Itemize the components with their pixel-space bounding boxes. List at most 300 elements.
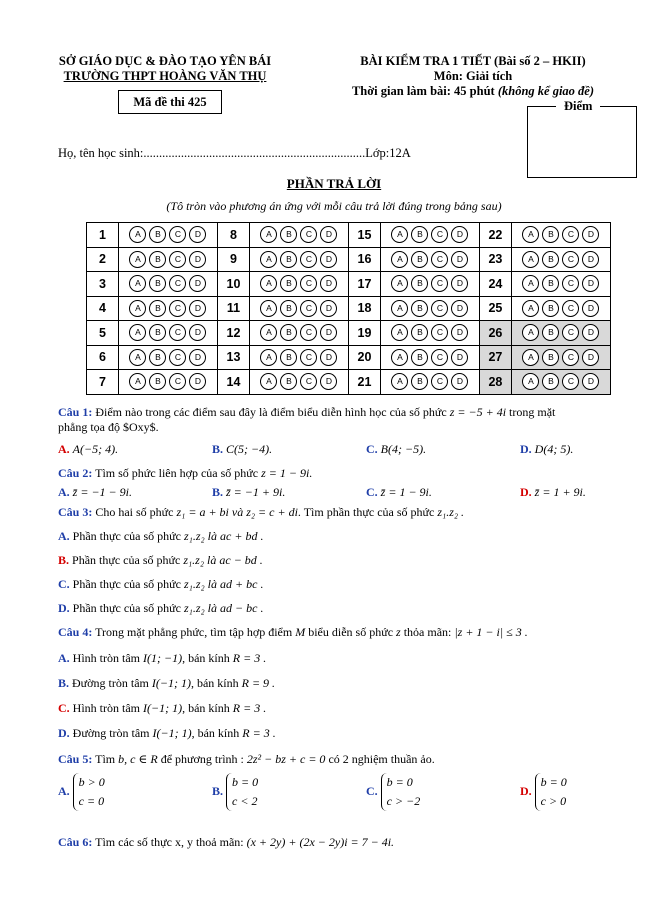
answer-bubble-b[interactable]: B [149, 275, 166, 292]
answer-options-cell [380, 272, 479, 297]
option-formula-2: R = 9 . [241, 676, 276, 690]
question-formula: M [295, 625, 306, 639]
answer-options-cell [511, 321, 610, 346]
answer-bubble-b[interactable]: B [280, 349, 297, 366]
answer-bubble-a[interactable]: A [522, 324, 539, 341]
answer-bubble-a[interactable]: A [260, 324, 277, 341]
question-number-cell: 18 [348, 296, 380, 321]
answer-bubble-d[interactable]: D [451, 251, 468, 268]
answer-bubble-a[interactable]: A [129, 251, 146, 268]
q2-option-d[interactable] [520, 485, 586, 500]
answer-bubble-a[interactable]: A [522, 275, 539, 292]
question-5 [58, 752, 435, 767]
department-name: SỞ GIÁO DỤC & ĐÀO TẠO YÊN BÁI [58, 54, 272, 68]
answer-bubble-c[interactable]: C [300, 300, 317, 317]
answer-bubble-c[interactable]: C [562, 324, 579, 341]
q3-option-c[interactable] [58, 577, 263, 592]
answer-bubble-c[interactable]: C [562, 275, 579, 292]
answer-bubble-d[interactable]: D [582, 226, 599, 243]
answer-bubble-d[interactable]: D [320, 349, 337, 366]
question-formula: z₁ = a + bi và z₂ = c + di [176, 505, 298, 519]
time-note: (không kể giao đề) [497, 84, 595, 98]
answer-options-cell [380, 247, 479, 272]
answer-options-cell [511, 272, 610, 297]
answer-bubble-b[interactable]: B [280, 251, 297, 268]
answer-bubble-a[interactable]: A [391, 300, 408, 317]
option-key: C. [366, 442, 378, 456]
question-number-cell: 7 [87, 370, 119, 395]
question-formula-2: z₁.z₂ . [437, 505, 465, 519]
answer-bubble-a[interactable]: A [260, 300, 277, 317]
answer-bubble-a[interactable]: A [260, 226, 277, 243]
answer-bubble-d[interactable]: D [320, 324, 337, 341]
option-text: Hình tròn tâm [72, 651, 140, 665]
option-key: A. [58, 485, 70, 499]
option-key: C. [58, 701, 70, 715]
option-text: D(4; 5). [534, 442, 574, 456]
question-formula: z = 1 − 9i. [261, 466, 313, 480]
q4-option-c[interactable] [58, 701, 266, 716]
system-line-1: b > 0 [78, 775, 105, 789]
option-tail: , bán kính [182, 651, 230, 665]
option-formula: I(−1; 1) [143, 701, 183, 715]
answer-bubble-c[interactable]: C [431, 373, 448, 390]
answer-bubble-d[interactable]: D [189, 251, 206, 268]
option-key: D. [520, 783, 532, 798]
answer-grid-row [87, 345, 611, 370]
option-text: z̄ = −1 − 9i. [72, 485, 132, 499]
answer-bubble-a[interactable]: A [129, 226, 146, 243]
option-key: B. [212, 783, 224, 798]
score-label: Điểm [556, 99, 600, 114]
option-text: Đường tròn tâm [72, 676, 149, 690]
answer-grid-row [87, 321, 611, 346]
question-number-cell: 27 [479, 345, 511, 370]
option-key: D. [520, 442, 532, 456]
answer-grid-row [87, 370, 611, 395]
q1-option-a[interactable] [58, 442, 118, 457]
system-line-1: b = 0 [386, 775, 413, 789]
question-text-2: biểu diễn số phức [308, 625, 394, 639]
exam-title: BÀI KIỂM TRA 1 TIẾT (Bài số 2 – HKII) [360, 54, 586, 68]
option-text: A(−5; 4). [72, 442, 119, 456]
answer-bubble-a[interactable]: A [391, 251, 408, 268]
q4-option-b[interactable] [58, 676, 275, 691]
answer-bubble-a[interactable]: A [391, 226, 408, 243]
answer-options-cell [380, 370, 479, 395]
answer-bubble-a[interactable]: A [129, 349, 146, 366]
q3-option-d[interactable] [58, 601, 263, 616]
answer-bubble-b[interactable]: B [411, 300, 428, 317]
answer-bubble-c[interactable]: C [562, 226, 579, 243]
answer-bubble-a[interactable]: A [522, 251, 539, 268]
answer-options-cell [511, 345, 610, 370]
option-text: z̄ = −1 + 9i. [226, 485, 286, 499]
option-text: B(4; −5). [380, 442, 427, 456]
question-number-cell: 17 [348, 272, 380, 297]
option-formula: z₁.z₂ là ad + bc . [184, 577, 264, 591]
answer-bubble-c[interactable]: C [300, 275, 317, 292]
answer-bubble-a[interactable]: A [260, 251, 277, 268]
question-formula: (x + 2y) + (2x − 2y)i = 7 − 4i. [246, 835, 395, 849]
answer-bubble-c[interactable]: C [431, 300, 448, 317]
option-text: Phần thực của số phức [72, 577, 181, 591]
exam-time [318, 84, 628, 99]
answer-bubble-c[interactable]: C [431, 226, 448, 243]
option-key: B. [58, 676, 70, 690]
option-key: C. [366, 783, 378, 798]
answer-bubble-c[interactable]: C [562, 373, 579, 390]
option-formula: z₁.z₂ là ad − bc . [184, 601, 264, 615]
answer-bubble-b[interactable]: B [149, 373, 166, 390]
question-label: Câu 3: [58, 505, 93, 519]
option-text: Phần thực của số phức [72, 553, 181, 567]
answer-bubble-d[interactable]: D [189, 300, 206, 317]
answer-bubble-c[interactable]: C [169, 373, 186, 390]
answer-bubble-a[interactable]: A [260, 349, 277, 366]
system-line-2: c > −2 [386, 794, 421, 808]
answer-bubble-c[interactable]: C [169, 251, 186, 268]
question-text: Điểm nào trong các điểm sau đây là điểm biểu diễn hình học của số phức [95, 405, 447, 419]
answer-bubble-a[interactable]: A [391, 275, 408, 292]
exam-subject: Môn: Giải tích [433, 69, 513, 83]
question-3 [58, 505, 464, 520]
q5-option-c[interactable] [366, 773, 420, 811]
option-text: Phần thực của số phức [72, 601, 181, 615]
option-key: A. [58, 529, 70, 543]
answer-bubble-d[interactable]: D [320, 226, 337, 243]
answer-bubble-d[interactable]: D [451, 226, 468, 243]
answer-bubble-d[interactable]: D [451, 349, 468, 366]
q1-option-d[interactable] [520, 442, 573, 457]
answer-bubble-d[interactable]: D [320, 251, 337, 268]
answer-bubble-b[interactable]: B [280, 324, 297, 341]
answer-bubble-b[interactable]: B [542, 300, 559, 317]
answer-options-cell [511, 247, 610, 272]
question-number-cell: 2 [87, 247, 119, 272]
option-text: Đường tròn tâm [72, 726, 150, 740]
question-text-2: để phương trình : [160, 752, 244, 766]
q5-option-b[interactable] [212, 773, 258, 811]
question-label: Câu 2: [58, 466, 93, 480]
answer-options-cell [118, 345, 217, 370]
question-number-cell: 24 [479, 272, 511, 297]
answer-bubble-a[interactable]: A [391, 373, 408, 390]
answer-grid [86, 222, 611, 395]
question-1 [58, 405, 643, 435]
option-key: A. [58, 651, 70, 665]
question-formula-2: 2z² − bz + c = 0 [246, 752, 326, 766]
answer-sheet-instruction: (Tô tròn vào phương án ứng với mỗi câu trả lời đúng trong bảng sau) [166, 199, 502, 213]
option-key: B. [58, 553, 70, 567]
answer-options-cell [249, 370, 348, 395]
question-text-3: thỏa mãn: [403, 625, 452, 639]
option-key: B. [212, 485, 224, 499]
system-line-2: c > 0 [540, 794, 567, 808]
answer-bubble-b[interactable]: B [411, 373, 428, 390]
question-number-cell: 3 [87, 272, 119, 297]
question-text: Tìm số phức liên hợp của số phức [95, 466, 259, 480]
system-line-2: c < 2 [232, 794, 258, 808]
answer-bubble-d[interactable]: D [189, 226, 206, 243]
answer-bubble-b[interactable]: B [149, 251, 166, 268]
question-label: Câu 1: [58, 405, 93, 419]
question-number-cell: 21 [348, 370, 380, 395]
question-number-cell: 9 [217, 247, 249, 272]
answer-bubble-c[interactable]: C [562, 251, 579, 268]
question-number-cell: 5 [87, 321, 119, 346]
answer-bubble-b[interactable]: B [411, 226, 428, 243]
student-info-line: Họ, tên học sinh:.......................................................................Lớp:12A [58, 146, 411, 160]
option-text: z̄ = 1 − 9i. [380, 485, 432, 499]
answer-bubble-b[interactable]: B [280, 275, 297, 292]
answer-bubble-a[interactable]: A [129, 324, 146, 341]
school-name: TRƯỜNG THPT HOÀNG VĂN THỤ [63, 69, 267, 83]
answer-options-cell [118, 223, 217, 248]
option-key: D. [58, 726, 70, 740]
system-line-2: c = 0 [78, 794, 105, 808]
answer-bubble-c[interactable]: C [562, 300, 579, 317]
answer-bubble-a[interactable]: A [260, 275, 277, 292]
answer-bubble-d[interactable]: D [451, 373, 468, 390]
question-number-cell: 8 [217, 223, 249, 248]
option-key: C. [58, 577, 70, 591]
option-formula-2: R = 3 . [232, 651, 267, 665]
answer-bubble-a[interactable]: A [129, 275, 146, 292]
answer-bubble-b[interactable]: B [542, 373, 559, 390]
answer-bubble-b[interactable]: B [411, 275, 428, 292]
question-2 [58, 466, 312, 481]
answer-bubble-b[interactable]: B [149, 349, 166, 366]
question-label: Câu 5: [58, 752, 93, 766]
option-system [535, 773, 567, 811]
answer-bubble-b[interactable]: B [149, 324, 166, 341]
answer-bubble-d[interactable]: D [582, 349, 599, 366]
question-label: Câu 4: [58, 625, 93, 639]
answer-bubble-b[interactable]: B [542, 226, 559, 243]
answer-bubble-b[interactable]: B [542, 349, 559, 366]
question-formula: z = −5 + 4i [449, 405, 507, 419]
option-key: C. [366, 485, 378, 499]
answer-options-cell [118, 296, 217, 321]
question-number-cell: 28 [479, 370, 511, 395]
answer-grid-row [87, 272, 611, 297]
system-line-1: b = 0 [540, 775, 567, 789]
answer-bubble-d[interactable]: D [189, 324, 206, 341]
answer-bubble-b[interactable]: B [542, 251, 559, 268]
answer-bubble-d[interactable]: D [320, 373, 337, 390]
answer-bubble-c[interactable]: C [300, 349, 317, 366]
answer-bubble-d[interactable]: D [582, 324, 599, 341]
q3-option-a[interactable] [58, 529, 263, 544]
answer-bubble-d[interactable]: D [582, 373, 599, 390]
q2-option-b[interactable] [212, 485, 285, 500]
answer-bubble-c[interactable]: C [300, 226, 317, 243]
answer-options-cell [249, 272, 348, 297]
option-system [226, 773, 258, 811]
question-number-cell: 23 [479, 247, 511, 272]
question-number-cell: 4 [87, 296, 119, 321]
answer-bubble-b[interactable]: B [280, 226, 297, 243]
answer-bubble-a[interactable]: A [522, 373, 539, 390]
question-text-2: . Tìm phần thực của số phức [297, 505, 435, 519]
answer-bubble-c[interactable]: C [169, 349, 186, 366]
answer-bubble-c[interactable]: C [431, 324, 448, 341]
option-formula: z₁.z₂ là ac − bd . [183, 553, 263, 567]
question-number-cell: 15 [348, 223, 380, 248]
answer-options-cell [249, 296, 348, 321]
option-formula: z₁.z₂ là ac + bd . [184, 529, 264, 543]
question-text: Tìm các số thực x, y thoả mãn: [95, 835, 244, 849]
question-number-cell: 26 [479, 321, 511, 346]
answer-bubble-c[interactable]: C [169, 275, 186, 292]
option-tail: , bán kính [190, 676, 239, 690]
answer-bubble-c[interactable]: C [169, 324, 186, 341]
school-header [40, 54, 290, 84]
q4-option-d[interactable] [58, 726, 276, 741]
q1-option-b[interactable] [212, 442, 272, 457]
answer-bubble-d[interactable]: D [451, 275, 468, 292]
q5-option-d[interactable] [520, 773, 567, 811]
answer-bubble-c[interactable]: C [300, 373, 317, 390]
question-label: Câu 6: [58, 835, 93, 849]
answer-options-cell [380, 223, 479, 248]
answer-options-cell [249, 247, 348, 272]
question-number-cell: 11 [217, 296, 249, 321]
question-6 [58, 835, 394, 850]
option-key: D. [58, 601, 70, 615]
answer-bubble-c[interactable]: C [169, 226, 186, 243]
question-text-3: có 2 nghiệm thuần ảo. [328, 752, 435, 766]
answer-options-cell [380, 345, 479, 370]
q2-option-c[interactable] [366, 485, 432, 500]
answer-bubble-b[interactable]: B [280, 373, 297, 390]
answer-bubble-c[interactable]: C [169, 300, 186, 317]
answer-bubble-d[interactable]: D [582, 251, 599, 268]
answer-bubble-d[interactable]: D [320, 275, 337, 292]
question-text: Trong mặt phẳng phức, tìm tập hợp điểm [95, 625, 293, 639]
answer-options-cell [118, 321, 217, 346]
answer-options-cell [511, 370, 610, 395]
answer-bubble-a[interactable]: A [129, 373, 146, 390]
option-system [73, 773, 105, 811]
option-tail: , bán kính [191, 726, 240, 740]
answer-bubble-d[interactable]: D [189, 373, 206, 390]
answer-options-cell [249, 223, 348, 248]
answer-options-cell [118, 272, 217, 297]
answer-sheet-title: PHẦN TRẢ LỜI [286, 176, 382, 191]
answer-bubble-b[interactable]: B [411, 349, 428, 366]
answer-bubble-d[interactable]: D [451, 300, 468, 317]
question-number-cell: 20 [348, 345, 380, 370]
answer-options-cell [118, 370, 217, 395]
answer-bubble-d[interactable]: D [189, 349, 206, 366]
answer-bubble-b[interactable]: B [542, 324, 559, 341]
question-number-cell: 16 [348, 247, 380, 272]
answer-grid-row [87, 296, 611, 321]
question-number-cell: 13 [217, 345, 249, 370]
option-tail: , bán kính [182, 701, 230, 715]
answer-bubble-a[interactable]: A [522, 300, 539, 317]
option-key: A. [58, 783, 70, 798]
exam-header [318, 54, 628, 99]
q5-option-a[interactable] [58, 773, 105, 811]
answer-bubble-a[interactable]: A [391, 349, 408, 366]
answer-bubble-b[interactable]: B [542, 275, 559, 292]
answer-bubble-d[interactable]: D [582, 300, 599, 317]
answer-grid-row [87, 223, 611, 248]
q2-option-a[interactable] [58, 485, 132, 500]
option-formula: I(1; −1) [143, 651, 183, 665]
answer-bubble-a[interactable]: A [129, 300, 146, 317]
answer-bubble-c[interactable]: C [300, 324, 317, 341]
option-key: B. [212, 442, 224, 456]
answer-options-cell [118, 247, 217, 272]
answer-bubble-b[interactable]: B [411, 251, 428, 268]
question-text-3: phẳng tọa độ $Oxy$. [58, 420, 159, 434]
q4-option-a[interactable] [58, 651, 266, 666]
question-number-cell: 25 [479, 296, 511, 321]
question-number-cell: 1 [87, 223, 119, 248]
question-text-2: trong mặt [509, 405, 556, 419]
option-text: Hình tròn tâm [72, 701, 140, 715]
option-formula: I(−1; 1) [151, 676, 191, 690]
option-text: Phần thực của số phức [72, 529, 181, 543]
answer-bubble-b[interactable]: B [149, 226, 166, 243]
score-box [527, 99, 637, 178]
answer-bubble-c[interactable]: C [431, 349, 448, 366]
question-number-cell: 12 [217, 321, 249, 346]
q1-option-c[interactable] [366, 442, 426, 457]
option-formula-2: R = 3 . [232, 701, 267, 715]
answer-grid-row [87, 247, 611, 272]
answer-options-cell [380, 321, 479, 346]
answer-bubble-d[interactable]: D [320, 300, 337, 317]
answer-bubble-c[interactable]: C [562, 349, 579, 366]
option-formula-2: R = 3 . [242, 726, 276, 740]
question-number-cell: 6 [87, 345, 119, 370]
q3-option-b[interactable] [58, 553, 263, 568]
answer-bubble-a[interactable]: A [522, 226, 539, 243]
question-formula-3: |z + 1 − i| ≤ 3 . [454, 625, 528, 639]
answer-bubble-d[interactable]: D [582, 275, 599, 292]
answer-options-cell [249, 345, 348, 370]
answer-bubble-a[interactable]: A [260, 373, 277, 390]
answer-bubble-b[interactable]: B [149, 300, 166, 317]
option-text: z̄ = 1 + 9i. [534, 485, 586, 499]
answer-options-cell [380, 296, 479, 321]
answer-bubble-b[interactable]: B [411, 324, 428, 341]
option-key: D. [520, 485, 532, 499]
answer-options-cell [511, 223, 610, 248]
answer-bubble-b[interactable]: B [280, 300, 297, 317]
answer-bubble-a[interactable]: A [522, 349, 539, 366]
answer-bubble-c[interactable]: C [431, 275, 448, 292]
question-number-cell: 19 [348, 321, 380, 346]
option-text: C(5; −4). [226, 442, 273, 456]
option-formula: I(−1; 1) [152, 726, 192, 740]
answer-bubble-d[interactable]: D [189, 275, 206, 292]
answer-bubble-c[interactable]: C [300, 251, 317, 268]
answer-bubble-c[interactable]: C [431, 251, 448, 268]
question-number-cell: 10 [217, 272, 249, 297]
question-formula-2: z [396, 625, 401, 639]
time-prefix: Thời gian làm bài: 45 phút [351, 84, 495, 98]
answer-options-cell [511, 296, 610, 321]
answer-bubble-a[interactable]: A [391, 324, 408, 341]
question-4 [58, 625, 528, 640]
answer-bubble-d[interactable]: D [451, 324, 468, 341]
